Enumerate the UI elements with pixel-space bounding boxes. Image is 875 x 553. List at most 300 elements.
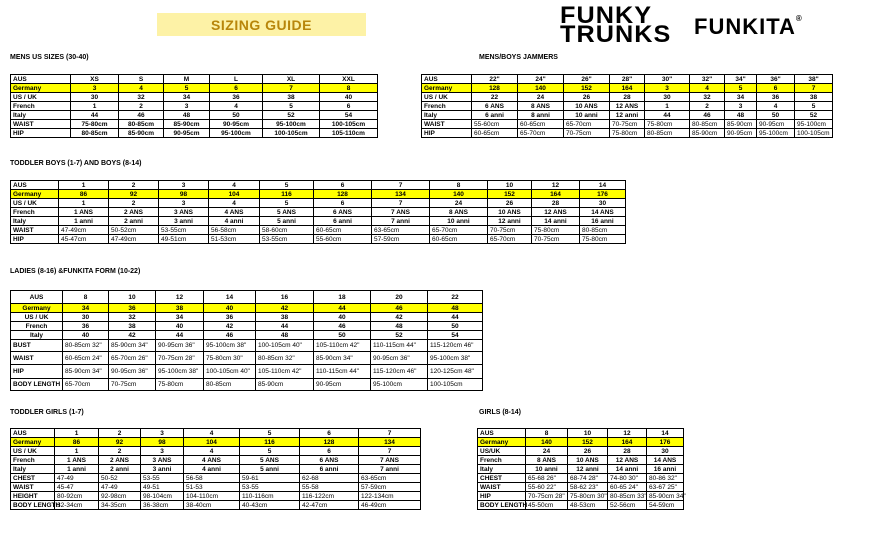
table-cell: 51-53cm [209, 235, 260, 244]
table-cell: 90-95cm [314, 379, 371, 391]
table-cell: 90-95cm [757, 120, 795, 129]
table-cell: 7 anni [359, 465, 421, 474]
table-cell: 42-47cm [300, 501, 359, 510]
table-cell: 95-100cm [263, 120, 320, 129]
row-label: US / UK [11, 313, 63, 322]
table-cell: 2 [99, 429, 141, 438]
table-cell: 48 [164, 111, 210, 120]
table-cell: 44 [428, 313, 483, 322]
table-cell: 42 [204, 322, 256, 331]
table-cell: 45-50cm [526, 501, 568, 510]
table-cell: 48 [428, 304, 483, 313]
table-cell: 80-85cm [204, 379, 256, 391]
table-cell: 38 [795, 93, 833, 102]
row-label: US / UK [11, 199, 59, 208]
table-cell: 7 [795, 84, 833, 93]
table-cell: 80-85cm [645, 129, 690, 138]
row-label: French [11, 456, 55, 465]
table-cell: 90-95cm [210, 120, 263, 129]
table-cell: 65-70cm 26" [109, 352, 156, 365]
mens-us-table [10, 74, 378, 138]
table-cell: 24" [518, 75, 564, 84]
table-cell: 1 [55, 429, 99, 438]
table-cell: 75-80cm [532, 226, 580, 235]
table-cell: 80-92cm [55, 492, 99, 501]
table-cell: 28 [610, 93, 645, 102]
table-row [478, 474, 684, 483]
table-cell: 134 [359, 438, 421, 447]
table-cell: 10 ANS [564, 102, 610, 111]
table-cell: 53-55 [141, 474, 184, 483]
table-cell: 75-80cm [580, 235, 626, 244]
ladies-title: LADIES (8-16) &FUNKITA FORM (10-22) [10, 268, 141, 275]
table-cell: 5 [164, 84, 210, 93]
table-cell: 16 anni [580, 217, 626, 226]
table-cell: 6 anni [300, 465, 359, 474]
table-cell: 55-60cm [472, 120, 518, 129]
table-row [11, 208, 626, 217]
table-cell: 50 [428, 322, 483, 331]
row-label: HEIGHT [11, 492, 55, 501]
row-label: Germany [11, 84, 71, 93]
table-cell: 3 [164, 102, 210, 111]
table-cell: 80-85cm [119, 120, 164, 129]
row-label: Germany [11, 438, 55, 447]
table-cell: 55-58 [300, 483, 359, 492]
row-label: US / UK [422, 93, 472, 102]
table-cell: 12 [532, 181, 580, 190]
table-row [478, 447, 684, 456]
table-cell: 7 anni [372, 217, 430, 226]
row-label: French [11, 102, 71, 111]
table-cell: 2 anni [99, 465, 141, 474]
table-cell: 50-52 [99, 474, 141, 483]
table-cell: 1 [71, 102, 119, 111]
table-cell: 5 [795, 102, 833, 111]
table-cell: 7 ANS [372, 208, 430, 217]
table-cell: 70-75cm [532, 235, 580, 244]
table-cell: 4 [210, 102, 263, 111]
table-cell: 10 ANS [488, 208, 532, 217]
table-cell: 70-75cm 28" [526, 492, 568, 501]
table-row [11, 447, 421, 456]
table-cell: 1 [59, 181, 109, 190]
table-cell: 46 [204, 331, 256, 340]
table-cell: 36" [757, 75, 795, 84]
table-cell: 8 [63, 291, 109, 304]
table-row [478, 429, 684, 438]
table-row [11, 93, 378, 102]
toddler-boys-table [10, 180, 626, 244]
row-label: Germany [422, 84, 472, 93]
table-cell: 40 [204, 304, 256, 313]
table-cell: 36 [204, 313, 256, 322]
table-cell: 56-58cm [209, 226, 260, 235]
table-cell: 4 [119, 84, 164, 93]
table-cell: 85-90cm [164, 120, 210, 129]
table-cell: 12 ANS [532, 208, 580, 217]
table-row [11, 129, 378, 138]
table-cell: 5 [240, 447, 300, 456]
table-cell: 63-65cm [359, 474, 421, 483]
table-cell: 95-100cm 38" [204, 340, 256, 352]
table-cell: 26" [564, 75, 610, 84]
table-cell: 46 [690, 111, 725, 120]
table-cell: 47-49 [55, 474, 99, 483]
table-cell: 12 [608, 429, 647, 438]
table-cell: 34 [156, 313, 204, 322]
table-cell: 92-98cm [99, 492, 141, 501]
table-cell: 8 [526, 429, 568, 438]
table-cell: 80-86 32" [647, 474, 684, 483]
table-cell: 75-80cm [610, 129, 645, 138]
table-cell: 70-75cm [610, 120, 645, 129]
table-cell: 34-35cm [99, 501, 141, 510]
table-row [422, 120, 833, 129]
table-cell: 75-80cm 30" [568, 492, 608, 501]
table-row [11, 235, 626, 244]
table-cell: 22 [428, 291, 483, 304]
table-cell: 16 anni [647, 465, 684, 474]
table-cell: 10 anni [564, 111, 610, 120]
table-cell: 48-53cm [568, 501, 608, 510]
row-label: CHEST [11, 474, 55, 483]
table-cell: 100-105cm [263, 129, 320, 138]
table-cell: 24 [526, 447, 568, 456]
table-cell: 44 [156, 331, 204, 340]
table-row [11, 291, 483, 304]
table-cell: L [210, 75, 263, 84]
table-cell: 128 [300, 438, 359, 447]
row-label: Italy [422, 111, 472, 120]
table-row [478, 492, 684, 501]
table-cell: 152 [564, 84, 610, 93]
table-cell: 63-65cm [372, 226, 430, 235]
table-row [11, 465, 421, 474]
table-cell: 120-125cm 48" [428, 365, 483, 379]
table-cell: 85-90cm [690, 129, 725, 138]
table-cell: 128 [472, 84, 518, 93]
table-row [11, 456, 421, 465]
table-cell: 6 [757, 84, 795, 93]
row-label: WAIST [422, 120, 472, 129]
table-cell: 90-95cm 36" [371, 352, 428, 365]
table-cell: 45-47 [55, 483, 99, 492]
table-cell: 116 [240, 438, 300, 447]
row-label: AUS [11, 429, 55, 438]
table-cell: 4 [184, 429, 240, 438]
table-cell: 56-58 [184, 474, 240, 483]
table-cell: 38 [156, 304, 204, 313]
table-cell: 3 anni [159, 217, 209, 226]
table-cell: 6 ANS [300, 456, 359, 465]
table-cell: 55-60 22" [526, 483, 568, 492]
table-cell: 1 anni [55, 465, 99, 474]
table-cell: 30" [645, 75, 690, 84]
table-cell: 65-70cm [518, 129, 564, 138]
row-label: CHEST [478, 474, 526, 483]
table-cell: 5 ANS [240, 456, 300, 465]
table-cell: 62-68 [300, 474, 359, 483]
table-cell: 4 ANS [184, 456, 240, 465]
table-cell: 26 [564, 93, 610, 102]
table-cell: 2 ANS [99, 456, 141, 465]
table-cell: 65-70cm [564, 120, 610, 129]
table-cell: 60-65cm [430, 235, 488, 244]
table-cell: 28" [610, 75, 645, 84]
row-label: WAIST [478, 483, 526, 492]
table-cell: 4 ANS [209, 208, 260, 217]
table-cell: 47-49cm [109, 235, 159, 244]
table-cell: 53-55cm [159, 226, 209, 235]
table-cell: 40-43cm [240, 501, 300, 510]
table-cell: 8 [320, 84, 378, 93]
row-label: HIP [422, 129, 472, 138]
row-label: French [478, 456, 526, 465]
table-row [422, 129, 833, 138]
row-label: Italy [478, 465, 526, 474]
table-cell: 55-60cm [314, 235, 372, 244]
table-cell: 18 [314, 291, 371, 304]
table-cell: 5 anni [240, 465, 300, 474]
row-label: AUS [11, 291, 63, 304]
row-label: WAIST [11, 226, 59, 235]
table-cell: 2 [109, 199, 159, 208]
table-row [478, 456, 684, 465]
table-cell: 52-56cm [608, 501, 647, 510]
table-cell: 92 [109, 190, 159, 199]
table-row [11, 474, 421, 483]
table-cell: 85-90cm [725, 120, 757, 129]
table-cell: 10 [488, 181, 532, 190]
table-cell: 86 [59, 190, 109, 199]
table-cell: 105-110cm [320, 129, 378, 138]
table-cell: 32 [109, 313, 156, 322]
table-cell: 75-80cm [645, 120, 690, 129]
table-cell: 36 [63, 322, 109, 331]
row-label: US/UK [478, 447, 526, 456]
table-cell: 4 [690, 84, 725, 93]
table-cell: 47-49cm [59, 226, 109, 235]
table-cell: 36 [210, 93, 263, 102]
table-cell: 38 [109, 322, 156, 331]
table-cell: 46 [314, 322, 371, 331]
table-row [11, 438, 421, 447]
row-label: HIP [11, 365, 63, 379]
table-cell: 68-74 28" [568, 474, 608, 483]
table-cell: 85-90cm 34" [109, 340, 156, 352]
table-cell: 38" [795, 75, 833, 84]
table-cell: 12 anni [568, 465, 608, 474]
table-cell: 105-110cm 42" [256, 365, 314, 379]
table-cell: 52 [371, 331, 428, 340]
table-cell: 50 [210, 111, 263, 120]
table-row [422, 84, 833, 93]
table-cell: 24 [518, 93, 564, 102]
table-cell: 95-100cm 38" [156, 365, 204, 379]
table-cell: 6 anni [472, 111, 518, 120]
table-row [11, 331, 483, 340]
table-cell: 51-53 [184, 483, 240, 492]
table-cell: 4 [209, 181, 260, 190]
row-label: US / UK [11, 447, 55, 456]
table-cell: 110-115cm 44" [314, 365, 371, 379]
table-row [11, 379, 483, 391]
table-cell: 85-90cm 34" [314, 352, 371, 365]
table-cell: 70-75cm 28" [156, 352, 204, 365]
table-cell: 3 anni [141, 465, 184, 474]
table-cell: 1 [55, 447, 99, 456]
table-cell: 80-85cm 32" [256, 352, 314, 365]
table-cell: 7 [372, 199, 430, 208]
table-row [11, 313, 483, 322]
table-cell: 2 [690, 102, 725, 111]
row-label: AUS [11, 75, 71, 84]
table-cell: 8 anni [518, 111, 564, 120]
table-cell: 5 [260, 199, 314, 208]
table-cell: 85-90cm 34" [63, 365, 109, 379]
table-cell: 85-90cm 34" [647, 492, 684, 501]
table-row [478, 465, 684, 474]
table-cell: 122-134cm [359, 492, 421, 501]
row-label: BODY LENGTH [478, 501, 526, 510]
table-cell: 12 anni [488, 217, 532, 226]
table-cell: 70-75cm [564, 129, 610, 138]
table-cell: 104 [209, 190, 260, 199]
table-cell: 152 [568, 438, 608, 447]
table-cell: 12 anni [610, 111, 645, 120]
table-cell: 6 [314, 199, 372, 208]
table-cell: 6 [300, 447, 359, 456]
table-cell: 46 [119, 111, 164, 120]
table-cell: 65-68 26" [526, 474, 568, 483]
table-cell: 42 [109, 331, 156, 340]
table-cell: 80-85cm 33" [608, 492, 647, 501]
row-label: BUST [11, 340, 63, 352]
row-label: HIP [11, 235, 59, 244]
table-cell: 50 [757, 111, 795, 120]
table-row [478, 438, 684, 447]
table-cell: 7 [263, 84, 320, 93]
table-cell: 95-100cm [371, 379, 428, 391]
table-cell: 95-100cm [757, 129, 795, 138]
table-cell: 53-55cm [260, 235, 314, 244]
table-cell: 3 [159, 181, 209, 190]
table-cell: 7 [359, 429, 421, 438]
table-cell: 20 [371, 291, 428, 304]
table-row [11, 181, 626, 190]
mens-us-title: MENS US SIZES (30-40) [10, 54, 89, 61]
table-row [11, 429, 421, 438]
table-cell: 95-100cm [795, 120, 833, 129]
table-cell: 100-105cm [428, 379, 483, 391]
table-cell: 10 anni [526, 465, 568, 474]
row-label: Italy [11, 217, 59, 226]
table-row [422, 102, 833, 111]
table-cell: 86 [55, 438, 99, 447]
table-row [11, 226, 626, 235]
table-cell: 98-104cm [141, 492, 184, 501]
row-label: WAIST [11, 352, 63, 365]
table-cell: 116 [260, 190, 314, 199]
table-row [11, 322, 483, 331]
toddler-boys-title: TODDLER BOYS (1-7) AND BOYS (8-14) [10, 160, 142, 167]
table-cell: M [164, 75, 210, 84]
table-cell: 30 [71, 93, 119, 102]
table-cell: 90-95cm [725, 129, 757, 138]
table-cell: 32" [690, 75, 725, 84]
table-row [11, 352, 483, 365]
table-row [11, 304, 483, 313]
table-cell: 104 [184, 438, 240, 447]
page-title: SIZING GUIDE [211, 16, 312, 33]
row-label: AUS [478, 429, 526, 438]
table-cell: 110-116cm [240, 492, 300, 501]
table-cell: 48 [725, 111, 757, 120]
table-cell: 46-49cm [359, 501, 421, 510]
table-cell: 2 [109, 181, 159, 190]
mens-jammers-table [421, 74, 833, 138]
funky-trunks-logo: FUNKY TRUNKS [560, 2, 672, 48]
table-cell: 12 ANS [608, 456, 647, 465]
row-label: Italy [11, 331, 63, 340]
table-cell: 70-75cm [109, 379, 156, 391]
table-cell: 6 anni [314, 217, 372, 226]
table-cell: 75-80cm [156, 379, 204, 391]
table-cell: 176 [647, 438, 684, 447]
table-cell: 80-85cm [71, 129, 119, 138]
table-cell: 2 anni [109, 217, 159, 226]
funkita-logo: FUNKITA® [694, 14, 803, 39]
row-label: WAIST [11, 483, 55, 492]
table-cell: 60-65 24" [608, 483, 647, 492]
table-cell: 98 [159, 190, 209, 199]
row-label: Italy [11, 465, 55, 474]
table-cell: 14 ANS [580, 208, 626, 217]
table-cell: 36 [757, 93, 795, 102]
table-cell: 6 ANS [314, 208, 372, 217]
table-cell: 52 [263, 111, 320, 120]
table-cell: 1 anni [59, 217, 109, 226]
table-cell: 16 [256, 291, 314, 304]
table-cell: 75-80cm 30" [204, 352, 256, 365]
table-cell: 44 [314, 304, 371, 313]
toddler-girls-table [10, 428, 421, 510]
row-label: WAIST [11, 120, 71, 129]
table-cell: 140 [430, 190, 488, 199]
table-cell: 152 [488, 190, 532, 199]
row-label: French [422, 102, 472, 111]
table-cell: 115-120cm 46" [428, 340, 483, 352]
row-label: Germany [11, 190, 59, 199]
table-cell: 164 [532, 190, 580, 199]
table-cell: 3 [159, 199, 209, 208]
table-cell: 1 [645, 102, 690, 111]
table-cell: 24 [430, 199, 488, 208]
table-cell: 3 ANS [159, 208, 209, 217]
table-cell: 80-85cm [580, 226, 626, 235]
table-cell: 53-55 [240, 483, 300, 492]
table-cell: 5 ANS [260, 208, 314, 217]
table-cell: 90-95cm [164, 129, 210, 138]
table-cell: 70-75cm [488, 226, 532, 235]
table-cell: 22 [472, 93, 518, 102]
table-cell: 48 [371, 322, 428, 331]
table-cell: 100-105cm 40" [204, 365, 256, 379]
table-cell: 58-62 23" [568, 483, 608, 492]
table-cell: 2 [99, 447, 141, 456]
ladies-table [10, 290, 483, 391]
